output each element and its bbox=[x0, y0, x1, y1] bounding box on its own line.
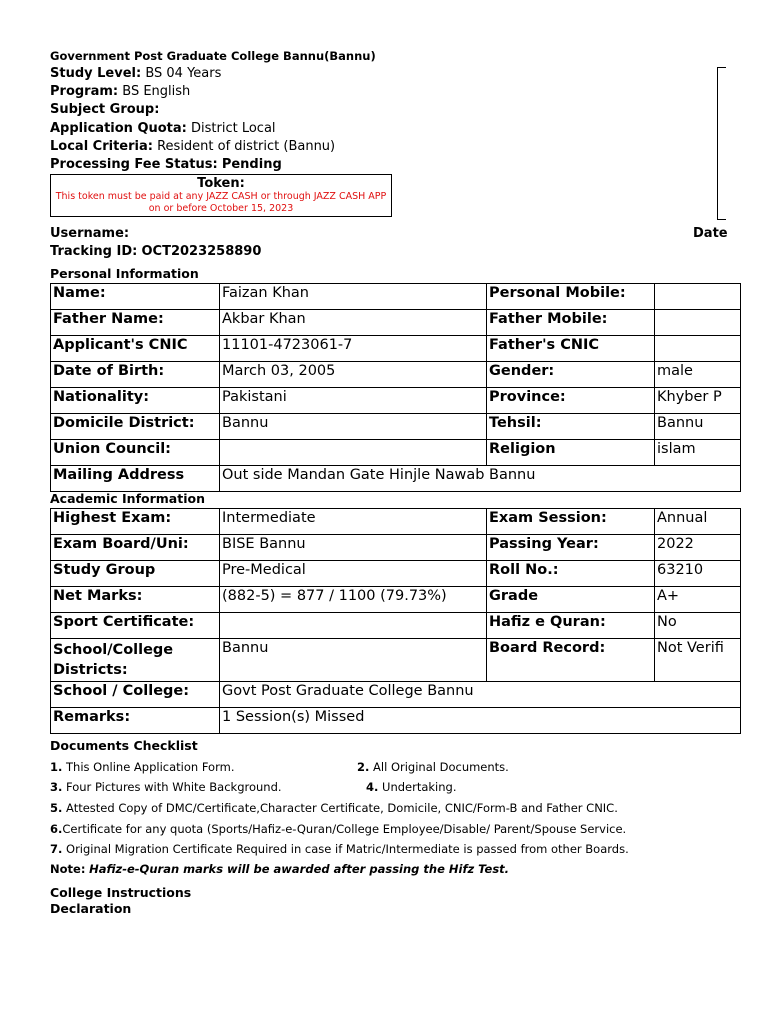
academic-info-table bbox=[50, 508, 741, 734]
field-value bbox=[220, 613, 487, 639]
fee-status-line bbox=[50, 157, 282, 172]
document-item bbox=[50, 780, 282, 794]
document-item bbox=[366, 780, 457, 794]
table-row bbox=[51, 682, 741, 708]
field-value: Khyber P bbox=[655, 388, 741, 414]
field-label: Mailing Address bbox=[51, 466, 220, 492]
local-criteria-label: Local Criteria: bbox=[50, 139, 153, 154]
field-value: Govt Post Graduate College Bannu bbox=[220, 682, 741, 708]
college-name: Government Post Graduate College Bannu(Bannu) bbox=[50, 49, 376, 63]
field-label: Father Name: bbox=[51, 310, 220, 336]
field-value: islam bbox=[655, 440, 741, 466]
token-payment-note: This token must be paid at any JAZZ CASH or through JAZZ CASH APP on or before October 15, 2023 bbox=[55, 191, 387, 214]
field-value: Not Verifi bbox=[655, 639, 741, 682]
field-label: Gender: bbox=[487, 362, 655, 388]
field-label: Father's CNIC bbox=[487, 336, 655, 362]
field-label: Exam Board/Uni: bbox=[51, 535, 220, 561]
program-line bbox=[50, 84, 190, 99]
field-value bbox=[655, 284, 741, 310]
document-number: 7. bbox=[50, 842, 63, 856]
field-value: Pre-Medical bbox=[220, 561, 487, 587]
field-value: 1 Session(s) Missed bbox=[220, 708, 741, 734]
tracking-label: Tracking ID: bbox=[50, 244, 138, 259]
field-label: Board Record: bbox=[487, 639, 655, 682]
subject-group-label: Subject Group: bbox=[50, 102, 160, 117]
field-value: (882-5) = 877 / 1100 (79.73%) bbox=[220, 587, 487, 613]
document-number: 4. bbox=[366, 780, 379, 794]
field-value: 11101-4723061-7 bbox=[220, 336, 487, 362]
field-label: Nationality: bbox=[51, 388, 220, 414]
quota-label: Application Quota: bbox=[50, 121, 187, 136]
note-text: Hafiz-e-Quran marks will be awarded after passing the Hifz Test. bbox=[89, 862, 510, 876]
field-value: BISE Bannu bbox=[220, 535, 487, 561]
field-value: 63210 bbox=[655, 561, 741, 587]
document-item bbox=[50, 842, 629, 856]
table-row bbox=[51, 708, 741, 734]
photo-frame bbox=[717, 67, 726, 220]
local-criteria-value: Resident of district (Bannu) bbox=[157, 139, 336, 154]
field-label: School/College Districts: bbox=[51, 639, 220, 682]
document-number: 5. bbox=[50, 801, 63, 815]
field-value: 2022 bbox=[655, 535, 741, 561]
username-line bbox=[50, 226, 129, 241]
document-item bbox=[357, 760, 509, 774]
document-item bbox=[50, 760, 234, 774]
table-row bbox=[51, 561, 741, 587]
field-value: Faizan Khan bbox=[220, 284, 487, 310]
table-row bbox=[51, 466, 741, 492]
document-item bbox=[50, 801, 618, 815]
date-label: Date bbox=[693, 226, 728, 241]
field-value: Akbar Khan bbox=[220, 310, 487, 336]
field-label: Union Council: bbox=[51, 440, 220, 466]
study-level-value: BS 04 Years bbox=[145, 66, 222, 81]
field-label: Remarks: bbox=[51, 708, 220, 734]
table-row bbox=[51, 613, 741, 639]
table-row bbox=[51, 535, 741, 561]
table-row bbox=[51, 388, 741, 414]
field-value bbox=[220, 440, 487, 466]
table-row bbox=[51, 310, 741, 336]
field-label: Date of Birth: bbox=[51, 362, 220, 388]
document-number: 3. bbox=[50, 780, 63, 794]
fee-status-value: Pending bbox=[221, 157, 282, 172]
table-row bbox=[51, 362, 741, 388]
field-value: Bannu bbox=[655, 414, 741, 440]
field-value: Pakistani bbox=[220, 388, 487, 414]
document-number: 2. bbox=[357, 760, 370, 774]
field-value: Annual bbox=[655, 509, 741, 535]
tracking-line bbox=[50, 244, 261, 259]
field-value: No bbox=[655, 613, 741, 639]
document-number: 1. bbox=[50, 760, 63, 774]
table-row bbox=[51, 414, 741, 440]
program-label: Program: bbox=[50, 84, 119, 99]
fee-status-label: Processing Fee Status: bbox=[50, 157, 218, 172]
field-label: Highest Exam: bbox=[51, 509, 220, 535]
study-level-label: Study Level: bbox=[50, 66, 142, 81]
field-value: Bannu bbox=[220, 639, 487, 682]
token-box bbox=[50, 174, 392, 217]
subject-group-line bbox=[50, 102, 159, 117]
personal-info-table bbox=[50, 283, 741, 492]
field-label: Hafiz e Quran: bbox=[487, 613, 655, 639]
field-label: Province: bbox=[487, 388, 655, 414]
field-value: male bbox=[655, 362, 741, 388]
quota-line bbox=[50, 121, 276, 136]
quota-value: District Local bbox=[191, 121, 276, 136]
field-value: Out side Mandan Gate Hinjle Nawab Bannu bbox=[220, 466, 741, 492]
note-label: Note: bbox=[50, 862, 86, 876]
field-label: Exam Session: bbox=[487, 509, 655, 535]
hafiz-note bbox=[50, 862, 509, 876]
field-label: Personal Mobile: bbox=[487, 284, 655, 310]
declaration-heading: Declaration bbox=[50, 901, 132, 916]
personal-info-title: Personal Information bbox=[50, 266, 199, 281]
field-label: Domicile District: bbox=[51, 414, 220, 440]
field-label: School / College: bbox=[51, 682, 220, 708]
field-value bbox=[655, 310, 741, 336]
table-row bbox=[51, 639, 741, 682]
field-value: Bannu bbox=[220, 414, 487, 440]
field-label: Name: bbox=[51, 284, 220, 310]
field-label: Tehsil: bbox=[487, 414, 655, 440]
field-label: Roll No.: bbox=[487, 561, 655, 587]
username-label: Username: bbox=[50, 226, 130, 241]
document-text: This Online Application Form. bbox=[66, 760, 235, 774]
document-item bbox=[50, 822, 626, 836]
table-row bbox=[51, 336, 741, 362]
field-value: A+ bbox=[655, 587, 741, 613]
field-label: Religion bbox=[487, 440, 655, 466]
field-label: Net Marks: bbox=[51, 587, 220, 613]
study-level-line bbox=[50, 66, 221, 81]
field-label: Sport Certificate: bbox=[51, 613, 220, 639]
document-text: Four Pictures with White Background. bbox=[66, 780, 282, 794]
tracking-id: OCT2023258890 bbox=[141, 244, 262, 259]
documents-title: Documents Checklist bbox=[50, 738, 198, 753]
local-criteria-line bbox=[50, 139, 335, 154]
document-text: Original Migration Certificate Required in case if Matric/Intermediate is passed from other Boards. bbox=[66, 842, 629, 856]
field-value bbox=[655, 336, 741, 362]
field-label: Grade bbox=[487, 587, 655, 613]
field-label: Passing Year: bbox=[487, 535, 655, 561]
table-row bbox=[51, 284, 741, 310]
document-text: All Original Documents. bbox=[373, 760, 509, 774]
field-value: March 03, 2005 bbox=[220, 362, 487, 388]
college-instructions-heading: College Instructions bbox=[50, 885, 192, 900]
field-label: Father Mobile: bbox=[487, 310, 655, 336]
document-text: Attested Copy of DMC/Certificate,Character Certificate, Domicile, CNIC/Form-B and Father CNIC. bbox=[66, 801, 618, 815]
token-title: Token: bbox=[197, 176, 245, 191]
document-text: Undertaking. bbox=[382, 780, 457, 794]
program-value: BS English bbox=[122, 84, 191, 99]
document-number: 6. bbox=[50, 822, 63, 836]
field-label: Applicant's CNIC bbox=[51, 336, 220, 362]
table-row bbox=[51, 440, 741, 466]
table-row bbox=[51, 509, 741, 535]
academic-info-title: Academic Information bbox=[50, 491, 205, 506]
table-row bbox=[51, 587, 741, 613]
document-text: Certificate for any quota (Sports/Hafiz-e-Quran/College Employee/Disable/ Parent/Spouse Service. bbox=[62, 822, 627, 836]
field-label: Study Group bbox=[51, 561, 220, 587]
field-value: Intermediate bbox=[220, 509, 487, 535]
